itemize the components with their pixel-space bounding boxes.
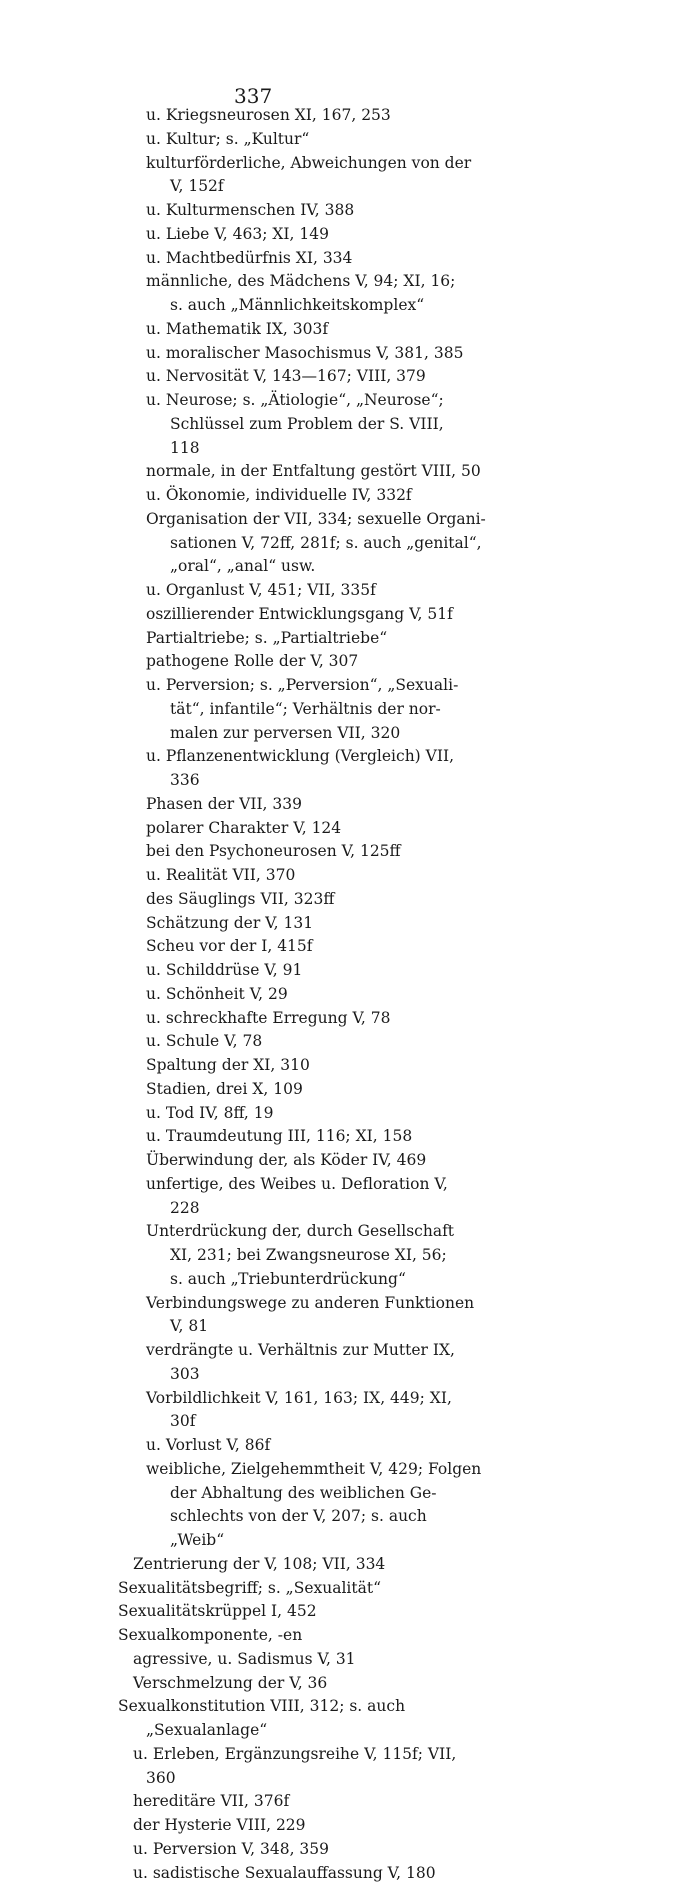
- index-line: Scheu vor der I, 415f: [146, 937, 313, 955]
- index-line: Überwindung der, als Köder IV, 469: [146, 1151, 427, 1169]
- index-line: u. Schönheit V, 29: [146, 985, 288, 1003]
- index-line: u. moralischer Masochismus V, 381, 385: [146, 344, 464, 362]
- index-line: Vorbildlichkeit V, 161, 163; IX, 449; XI,: [146, 1389, 452, 1407]
- index-line: 30f: [170, 1412, 196, 1430]
- index-line: u. Liebe V, 463; XI, 149: [146, 225, 329, 243]
- index-line: u. Schule V, 78: [146, 1032, 263, 1050]
- index-line: Verschmelzung der V, 36: [133, 1674, 328, 1692]
- index-line: u. Mathematik IX, 303f: [146, 320, 329, 338]
- index-line: malen zur perversen VII, 320: [170, 724, 401, 742]
- index-line: weibliche, Zielgehemmtheit V, 429; Folgen: [146, 1460, 482, 1478]
- index-line: Unterdrückung der, durch Gesellschaft: [146, 1222, 455, 1240]
- index-line: u. Perversion V, 348, 359: [133, 1840, 330, 1858]
- page-number: 337: [234, 84, 273, 108]
- index-line: Verbindungswege zu anderen Funktionen: [146, 1294, 475, 1312]
- index-line: u. Pflanzenentwicklung (Vergleich) VII,: [146, 747, 455, 765]
- index-line: Sexualkonstitution VIII, 312; s. auch: [118, 1697, 406, 1715]
- index-line: V, 81: [170, 1317, 209, 1335]
- index-line: des Säuglings VII, 323ff: [146, 890, 335, 908]
- index-line: u. Organlust V, 451; VII, 335f: [146, 581, 376, 599]
- index-line: u. Kultur; s. „Kultur“: [146, 130, 310, 148]
- index-line: 303: [170, 1365, 200, 1383]
- index-line: 118: [170, 439, 200, 457]
- index-line: normale, in der Entfaltung gestört VIII, 50: [146, 462, 481, 480]
- index-line: u. Erleben, Ergänzungsreihe V, 115f; VII,: [133, 1745, 457, 1763]
- index-line: Sexualitätskrüppel I, 452: [118, 1602, 317, 1620]
- index-line: polarer Charakter V, 124: [146, 819, 342, 837]
- index-line: 360: [146, 1769, 176, 1787]
- index-line: der Abhaltung des weiblichen Ge-: [170, 1484, 437, 1502]
- index-line: u. Tod IV, 8ff, 19: [146, 1104, 274, 1122]
- index-line: Organisation der VII, 334; sexuelle Organi-: [146, 510, 486, 528]
- index-line: Stadien, drei X, 109: [146, 1080, 303, 1098]
- index-line: s. auch „Triebunterdrückung“: [170, 1270, 406, 1288]
- index-line: s. auch „Männlichkeitskomplex“: [170, 296, 425, 314]
- index-line: Partialtriebe; s. „Partialtriebe“: [146, 629, 388, 647]
- index-line: u. Traumdeutung III, 116; XI, 158: [146, 1127, 413, 1145]
- index-line: u. sadistische Sexualauffassung V, 180: [133, 1864, 436, 1882]
- index-line: verdrängte u. Verhältnis zur Mutter IX,: [146, 1341, 455, 1359]
- index-line: 228: [170, 1199, 200, 1217]
- index-line: u. Nervosität V, 143—167; VIII, 379: [146, 367, 426, 385]
- index-line: 336: [170, 771, 200, 789]
- index-line: u. Perversion; s. „Perversion“, „Sexuali-: [146, 676, 459, 694]
- index-line: u. Realität VII, 370: [146, 866, 296, 884]
- index-line: u. schreckhafte Erregung V, 78: [146, 1009, 391, 1027]
- index-line: oszillierender Entwicklungsgang V, 51f: [146, 605, 453, 623]
- index-line: u. Schilddrüse V, 91: [146, 961, 303, 979]
- index-line: pathogene Rolle der V, 307: [146, 652, 359, 670]
- index-line: Phasen der VII, 339: [146, 795, 302, 813]
- index-line: schlechts von der V, 207; s. auch: [170, 1507, 427, 1525]
- index-line: tät“, infantile“; Verhältnis der nor-: [170, 700, 441, 718]
- index-line: unfertige, des Weibes u. Defloration V,: [146, 1175, 448, 1193]
- index-line: „Sexualanlage“: [146, 1721, 268, 1739]
- index-line: u. Kulturmenschen IV, 388: [146, 201, 355, 219]
- index-line: „oral“, „anal“ usw.: [170, 557, 316, 575]
- index-line: männliche, des Mädchens V, 94; XI, 16;: [146, 272, 456, 290]
- index-line: kulturförderliche, Abweichungen von der: [146, 154, 472, 172]
- index-line: hereditäre VII, 376f: [133, 1792, 290, 1810]
- index-line: Sexualitätsbegriff; s. „Sexualität“: [118, 1579, 382, 1597]
- index-line: u. Neurose; s. „Ätiologie“, „Neurose“;: [146, 391, 444, 409]
- index-line: Schlüssel zum Problem der S. VIII,: [170, 415, 444, 433]
- index-line: der Hysterie VIII, 229: [133, 1816, 306, 1834]
- index-line: „Weib“: [170, 1531, 225, 1549]
- index-line: V, 152f: [170, 177, 224, 195]
- index-line: Sexualkomponente, -en: [118, 1626, 303, 1644]
- index-line: Schätzung der V, 131: [146, 914, 314, 932]
- index-line: Zentrierung der V, 108; VII, 334: [133, 1555, 386, 1573]
- index-line: Spaltung der XI, 310: [146, 1056, 310, 1074]
- index-line: XI, 231; bei Zwangsneurose XI, 56;: [170, 1246, 447, 1264]
- index-line: u. Ökonomie, individuelle IV, 332f: [146, 486, 412, 504]
- index-line: u. Vorlust V, 86f: [146, 1436, 271, 1454]
- index-line: u. Kriegsneurosen XI, 167, 253: [146, 106, 391, 124]
- index-line: sationen V, 72ff, 281f; s. auch „genital“,: [170, 534, 482, 552]
- index-line: agressive, u. Sadismus V, 31: [133, 1650, 356, 1668]
- index-line: u. Machtbedürfnis XI, 334: [146, 249, 353, 267]
- index-line: bei den Psychoneurosen V, 125ff: [146, 842, 401, 860]
